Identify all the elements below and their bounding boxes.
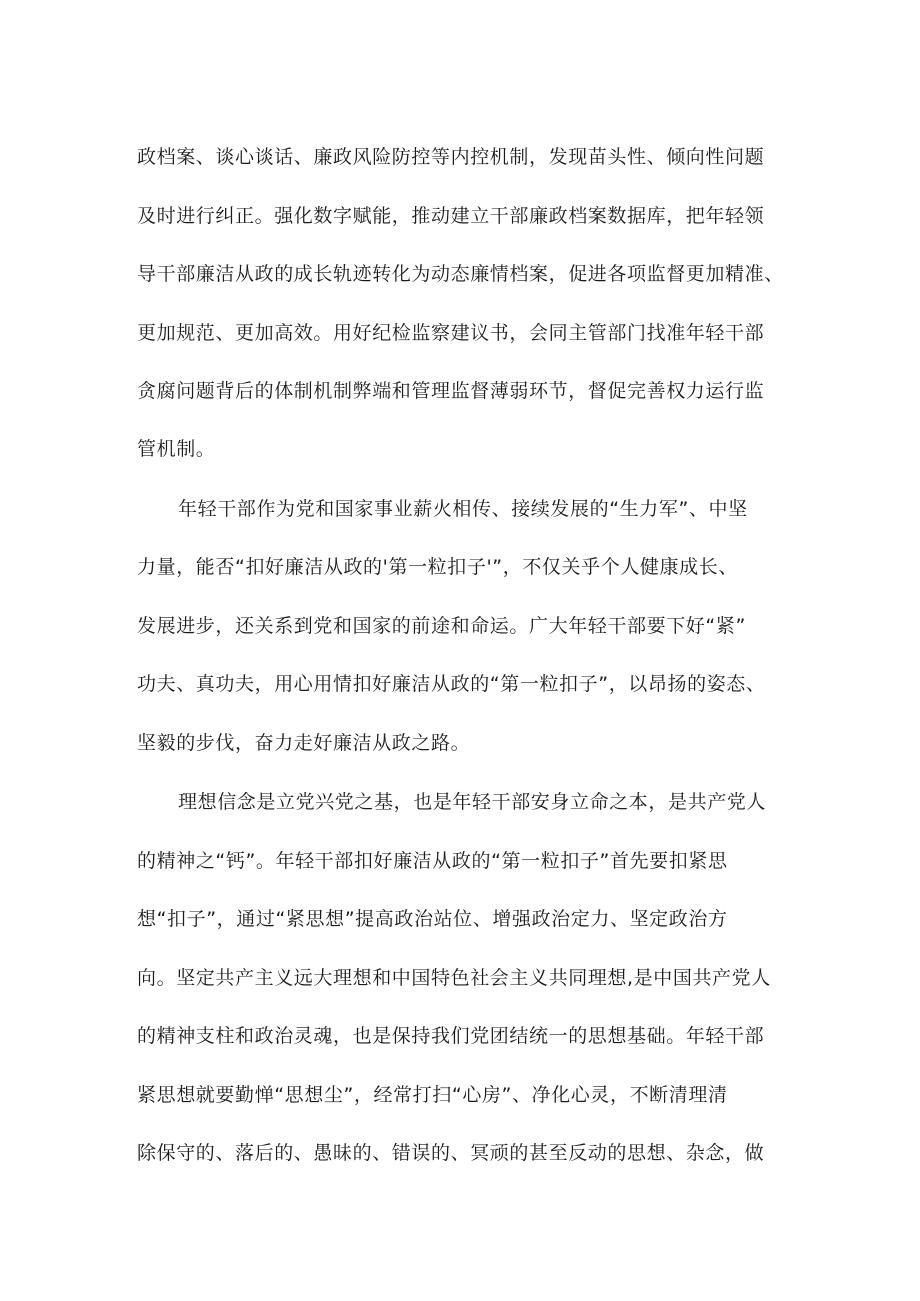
text-line: 更加规范、更加高效。用好纪检监察建议书，会同主管部门找准年轻干部 <box>137 322 765 344</box>
text-line: 坚毅的步伐，奋力走好廉洁从政之路。 <box>137 732 471 754</box>
text-line: 贪腐问题背后的体制机制弊端和管理监督薄弱环节，督促完善权力运行监 <box>137 380 765 402</box>
text-line: 功夫、真功夫，用心用情扣好廉洁从政的“第一粒扣子”，以昂扬的姿态、 <box>137 673 766 695</box>
text-line: 的精神之“钙”。年轻干部扣好廉洁从政的“第一粒扣子”首先要扣紧思 <box>137 850 728 872</box>
text-line: 想“扣子”，通过“紧思想”提高政治站位、增强政治定力、坚定政治方 <box>137 908 728 930</box>
text-line: 发展进步，还关系到党和国家的前途和命运。广大年轻干部要下好“紧” <box>137 615 746 637</box>
text-line: 的精神支柱和政治灵魂，也是保持我们党团结统一的思想基础。年轻干部 <box>137 1025 765 1047</box>
text-line: 年轻干部作为党和国家事业薪火相传、接续发展的“生力军”、中坚 <box>178 498 748 520</box>
text-line: 政档案、谈心谈话、廉政风险防控等内控机制，发现苗头性、倾向性问题 <box>137 146 765 168</box>
text-line: 除保守的、落后的、愚昧的、错误的、冥顽的甚至反动的思想、杂念，做 <box>137 1142 765 1164</box>
text-line: 及时进行纠正。强化数字赋能，推动建立干部廉政档案数据库，把年轻领 <box>137 205 765 227</box>
text-line: 向。坚定共产主义远大理想和中国特色社会主义共同理想,是中国共产党人 <box>137 967 771 989</box>
text-line: 理想信念是立党兴党之基，也是年轻干部安身立命之本，是共产党人 <box>178 791 767 813</box>
text-line: 导干部廉洁从政的成长轨迹转化为动态廉情档案，促进各项监督更加精准、 <box>137 263 784 285</box>
text-line: 管机制。 <box>137 438 216 460</box>
text-line: 力量，能否“扣好廉洁从政的'第一粒扣子'”，不仅关乎个人健康成长、 <box>137 556 738 578</box>
text-line: 紧思想就要勤惮“思想尘”，经常打扫“心房”、净化心灵，不断清理清 <box>137 1084 728 1106</box>
